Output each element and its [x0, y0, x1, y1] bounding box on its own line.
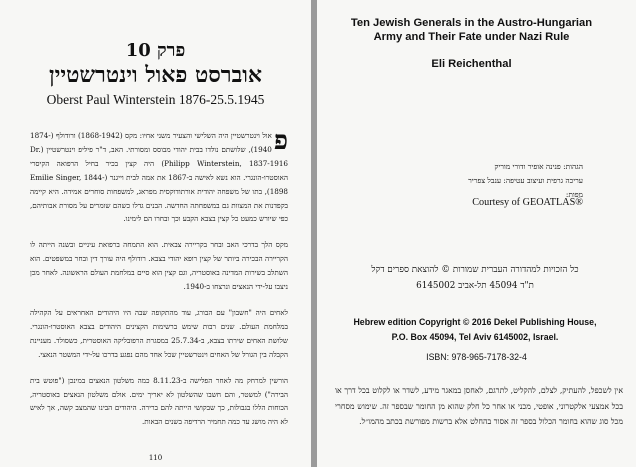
drop-cap: פ: [273, 126, 288, 156]
edition-english: [335, 315, 615, 345]
paragraph-text: אול וינטרשטיין היה השלישי והצעיר משני אחיו: מקס (1868-1942) ורודולף (1874-1940), שלושתם נולדו בבית יהודי מבוסס ומסורתי. האב, ד"ר פיליפ וינטרשטיין (Dr. Philipp Winterstein, 1837-1916) היה קצין בכיר בחיל הרפואה הקיסרי האוסטרו-הונגרי. הוא נשא לאישה ב-1867 את אמה לבית וייגנר (Emilie Singer, 1844-1898), בתו של משפחה יהודית אורתודוקסית מפראג, למשפחות סוחרים אמידה. היא קיימה בקפדנות את המצוות גם במשפחתה החדשה. הבנים גדלו כשהם שומרים על מסורת אבותיהם, כפי שיורש כמעט כל קצין בצבא הקבע וכך ובחרו הם לימינו.: [30, 131, 288, 224]
book-title: Ten Jewish Generals in the Austro-Hungarian Army and Their Fate under Nazi Rule: [350, 17, 593, 43]
isbn: ISBN: 978-965-7178-32-4: [426, 352, 527, 362]
chapter-label: פרק 10: [125, 40, 186, 61]
body-paragraph: לאחים היה "חשבון" עם הבורג, עוד מהתקופה שבה היו היהודים האחראים על הקהילה במלחמת העולם. שנים רבות שימש ברשימות הקצינים היהודים בצבא האוסטרו-הונגרי. שלושת האחים שירתו בצבא, ב-25.7.34 במסגרת הרפובליקה האוסטרית, כשסולד. מעניינת הקבלה בין הגורל של האחים וינטרשטיין שכל אחד מהם נפגע בדרכו על-ידי המשטר הנאצי.: [30, 307, 288, 359]
author-name: Eli Reichenthal: [431, 58, 512, 70]
left-page: [0, 0, 311, 467]
credit-name: פנינה אופיר ודורי מוריק: [494, 162, 561, 171]
body-paragraph: הורשין למרחק מה לאחר הפלישה ב-8.11.23 כמה משלטון הנאצים במינכן ("פוטש בית הבירה") למשטר, והם חשבו שהשלטון לא יאריך ימים. אולם משלטון הנאצים באוסטריה, הכוחות הללו בגבולות, כך שבקושי הייתה להם ברירה. היהודים הבינו שהמצב קשה, אך לאיש לא היה מושג עד כמה תחמיר הרדיפה בשנים הבאות.: [30, 375, 288, 427]
page-number: 110: [148, 454, 163, 462]
credit-row: [417, 174, 583, 188]
chapter-title-english: Oberst Paul Winterstein 1876-25.5.1945: [46, 92, 265, 107]
chapter-body: [30, 126, 288, 441]
credits-block: [417, 160, 583, 202]
copyright-notice: אין לשכפל, להעתיק, לצלם, להקליט, לתרגם, לאחסן במאגר מידע, לשדר או לקלוט בכל דרך או בכל אמצעי אלקטרוני, אופטי, מכני או אחר כל חלק שהוא מן החומר שבספר זה. שימוש מסחרי מכל סוג שהוא בחומר הכלול בספר זה אסור בהחלט אלא ברשות מפורשת בכתב מהמו״ל.: [335, 386, 623, 426]
rights-line: כל הזכויות למהדורה העברית שמורות © להוצאת ספרים דקל: [371, 265, 579, 275]
rights-hebrew: [335, 262, 615, 294]
credit-role: הגהות:: [563, 162, 583, 171]
credit-role: עריכה גרפית ועיצוב עטיפה:: [503, 176, 583, 185]
edition-line: P.O. Box 45094, Tel Aviv 6145002, Israel.: [391, 332, 559, 342]
right-page: [317, 0, 636, 467]
body-paragraph: מקס הלך בדרכי האב ובחר בקריירה צבאית. הוא התמחה ברפואת עיניים ובשנה הייתה לו הקריירה הבכירה ביותר של קצין רופא יהודי בצבא. רודולף היה עורך דין ובחר במשפטים. הוא השתלב בשירות המדינה באוסטריה, וגם קצין הוא סיים במלחמת העולם הראשונה. לאחר מכן ניצבו על-ידי הנאצים ונרצחו ב-1940.: [30, 240, 288, 292]
edition-line: Hebrew edition Copyright © 2016 Dekel Publishing House,: [353, 317, 597, 327]
maps-credit: Courtesy of GEOATLAS®: [472, 197, 583, 208]
rights-line: ת"ד 45094 תל-אביב 6145002: [416, 281, 534, 291]
chapter-title-hebrew: אוברסט פאול וינטרשטיין: [49, 62, 262, 88]
credit-row: [417, 160, 583, 174]
credit-role: מפות:: [565, 190, 583, 199]
credit-name: ענבל צפריר: [468, 176, 502, 185]
body-paragraph: [30, 126, 288, 226]
